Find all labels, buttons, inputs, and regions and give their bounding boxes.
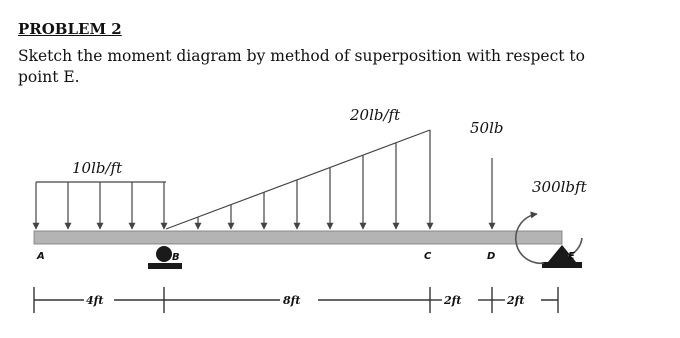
point-load-label: 50lb <box>470 119 504 137</box>
point-label-a: A <box>37 251 45 262</box>
dimension-line <box>34 287 558 313</box>
problem-statement-line-2: point E. <box>18 68 80 86</box>
uniform-load-label: 10lb/ft <box>72 159 123 177</box>
beam <box>34 231 562 244</box>
dimension-label-cd: 2ft <box>444 294 462 307</box>
point-label-b: B <box>172 252 180 263</box>
point-label-e: E <box>568 251 575 262</box>
uniform-load <box>36 182 166 229</box>
support-base <box>148 263 182 269</box>
dimension-label-de: 2ft <box>507 294 525 307</box>
moment-label: 300lbft <box>532 178 587 196</box>
point-label-c: C <box>424 251 432 262</box>
triangular-load-slope <box>166 130 430 229</box>
point-label-d: D <box>487 251 496 262</box>
dimension-label-ab: 4ft <box>86 294 104 307</box>
support-base <box>542 262 582 268</box>
problem-statement-line-1: Sketch the moment diagram by method of superposition with respect to <box>18 47 585 65</box>
triangular-load <box>166 130 430 229</box>
dimension-label-bc: 8ft <box>283 294 301 307</box>
triangular-load-label: 20lb/ft <box>350 106 401 124</box>
problem-title: PROBLEM 2 <box>18 20 122 38</box>
support-e <box>542 245 582 268</box>
roller <box>156 246 172 262</box>
